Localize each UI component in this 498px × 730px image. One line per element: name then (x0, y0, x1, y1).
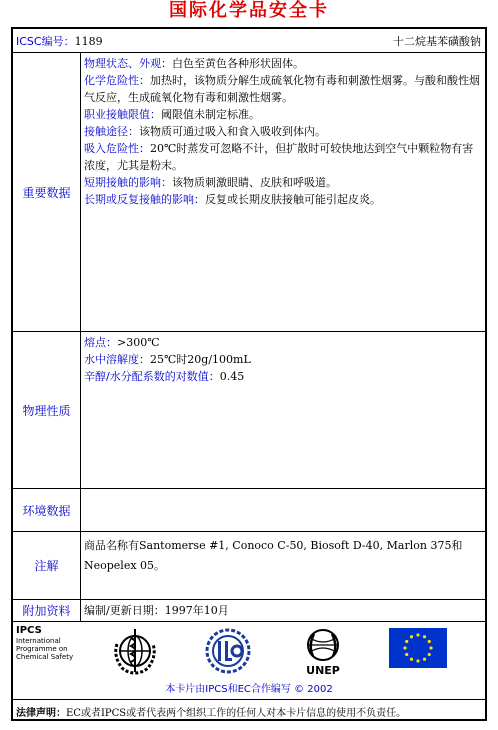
section-label: 重要数据 (13, 53, 81, 331)
credit-line: 本卡片由IPCS和EC合作编写 © 2002 (165, 684, 333, 695)
eu-star-icon (423, 658, 426, 661)
data-item-value: >300℃ (117, 336, 160, 349)
data-item-key: 化学危险性： (84, 74, 150, 87)
safety-card (11, 27, 487, 721)
section-label: 附加资料 (13, 600, 81, 621)
eu-star-icon (405, 640, 408, 643)
unep-emblem-icon (298, 626, 348, 676)
data-item-key: 水中溶解度： (84, 353, 150, 366)
section-physical (13, 332, 485, 489)
eu-star-icon (428, 640, 431, 643)
data-item (84, 351, 482, 368)
card-header (13, 29, 485, 53)
data-item (84, 368, 482, 385)
data-item (84, 106, 482, 123)
data-item-value: 该物质刺激眼睛、皮肤和呼吸道。 (172, 176, 337, 189)
data-item-key: 物理状态、外观： (84, 57, 172, 70)
eu-star-icon (403, 646, 406, 649)
data-item (84, 191, 482, 208)
data-item-key: 长期或反复接触的影响： (84, 193, 205, 206)
disclaimer: 法律声明：EC或者IPCS或者代表两个组织工作的任何人对本卡片信息的使用不负责任。 (16, 708, 407, 719)
icsc-number: ICSC编号：1189 (16, 35, 103, 48)
data-item-key: 职业接触限值： (84, 108, 161, 121)
section-content (81, 489, 485, 531)
section-label: 环境数据 (13, 489, 81, 531)
eu-star-icon (416, 659, 419, 662)
data-item-value: 0.45 (219, 370, 245, 383)
data-item (84, 140, 482, 174)
data-item-key: 短期接触的影响： (84, 176, 172, 189)
section-label: 物理性质 (13, 332, 81, 488)
data-item-value: 该物质可通过吸入和食入吸收到体内。 (139, 125, 326, 138)
data-item-value: 反复或长期皮肤接触可能引起皮炎。 (205, 193, 381, 206)
data-item (84, 334, 482, 351)
data-item-value: 20℃时蒸发可忽略不计，但扩散时可较快地达到空气中颗粒物有害浓度，尤其是粉末。 (84, 142, 474, 172)
eu-star-icon (410, 635, 413, 638)
section-important (13, 53, 485, 332)
section-content (81, 332, 485, 488)
eu-star-icon (416, 633, 419, 636)
eu-star-icon (423, 635, 426, 638)
data-item-value: 25℃时20g/100mL (150, 353, 251, 366)
data-item-value: 阈限值未制定标准。 (161, 108, 260, 121)
ilo-emblem-icon (203, 626, 253, 676)
who-emblem-icon (110, 626, 160, 676)
section-content: 商品名称有Santomerse #1, Conoco C-50, Biosoft D-40, Marlon 375和Neopelex 05。 (84, 539, 463, 572)
chemical-name: 十二烷基苯磺酸钠 (393, 35, 481, 48)
svg-text:UNEP: UNEP (306, 664, 340, 676)
eu-star-icon (429, 646, 432, 649)
data-item-key: 吸入危险性： (84, 142, 150, 155)
eu-star-icon (428, 653, 431, 656)
section-label: 注解 (13, 532, 81, 599)
eu-star-icon (405, 653, 408, 656)
data-item (84, 174, 482, 191)
section-additional (13, 600, 485, 622)
data-item (84, 55, 482, 72)
data-item-key: 接触途径： (84, 125, 139, 138)
eu-star-icon (410, 658, 413, 661)
eu-flag-icon (389, 628, 447, 668)
data-item-value: 加热时，该物质分解生成硫氧化物有毒和刺激性烟雾。与酸和酸性烟气反应，生成硫氧化物有毒和刺激性烟雾。 (84, 74, 480, 104)
section-notes (13, 532, 485, 600)
logo-strip (13, 622, 485, 700)
section-content (81, 53, 485, 331)
section-content: 编制/更新日期：1997年10月 (84, 604, 229, 617)
data-item (84, 123, 482, 140)
data-item-key: 熔点： (84, 336, 117, 349)
data-item-value: 白色至黄色各种形状固体。 (172, 57, 304, 70)
card-title: 国际化学品安全卡 (169, 0, 329, 21)
section-environment (13, 489, 485, 532)
data-item (84, 72, 482, 106)
data-item-key: 辛醇/水分配系数的对数值： (84, 370, 220, 383)
ipcs-logo: IPCS International Programme on Chemical Safety (16, 625, 74, 661)
